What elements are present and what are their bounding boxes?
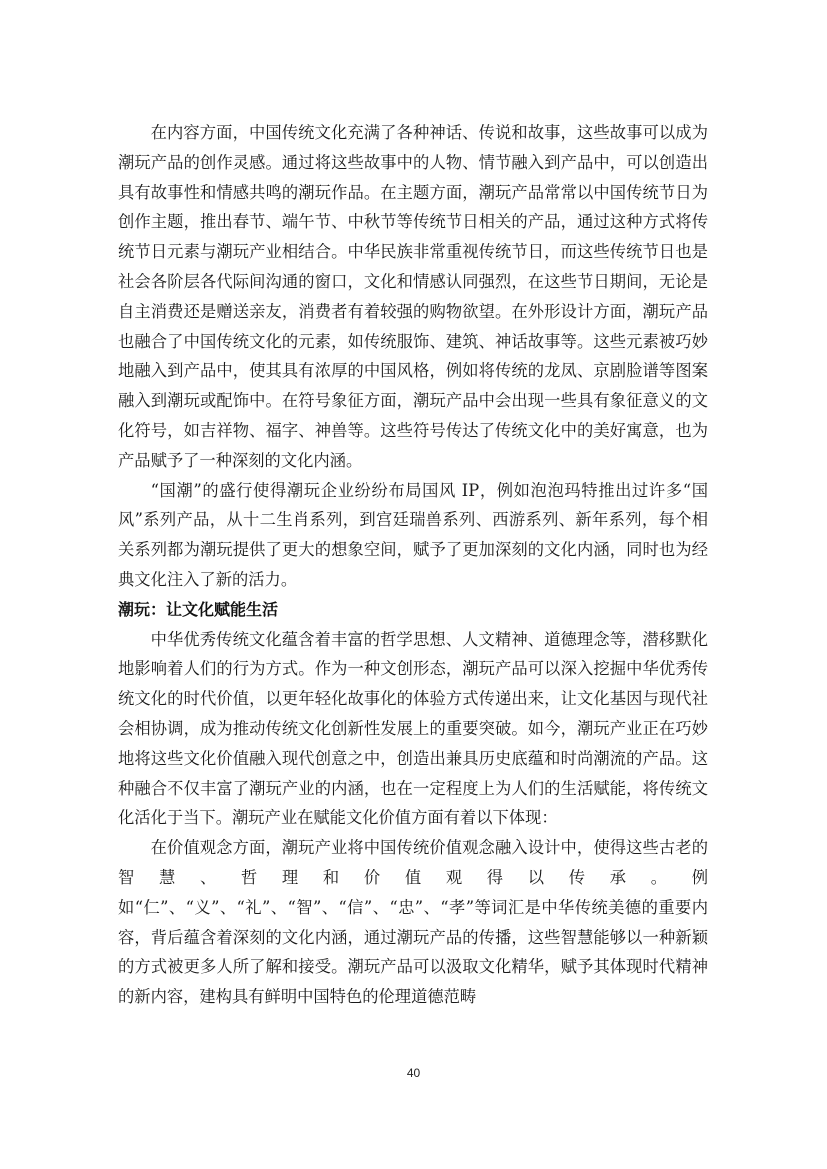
paragraph-values: 在价值观念方面，潮玩产业将中国传统价值观念融入设计中，使得这些古老的智慧、哲理和价值观得以传承。例如“仁”、“义”、“礼”、“智”、“信”、“忠”、“孝”等词汇是中华传统美德的重要内容，背后蕴含着深刻的文化内涵，通过潮玩产品的传播，这些智慧能够以一种新颖的方式被更多人所了解和接受。潮玩产品可以汲取文化精华，赋予其体现时代精神的新内容，建构具有鲜明中国特色的伦理道德范畴 [118, 838, 708, 1007]
paragraph-content-theme: 在内容方面，中国传统文化充满了各种神话、传说和故事，这些故事可以成为潮玩产品的创作灵感。通过将这些故事中的人物、情节融入到产品中，可以创造出具有故事性和情感共鸣的潮玩作品。在主题方面，潮玩产品常常以中国传统节日为创作主题，推出春节、端午节、中秋节等传统节日相关的产品，通过这种方式将传统节日元素与潮玩产业相结合。中华民族非常重视传统节日，而这些传统节日也是社会各阶层各代际间沟通的窗口，文化和情感认同强烈，在这些节日期间，无论是自主消费还是赠送亲友，消费者有着较强的购物欲望。在外形设计方面，潮玩产品也融合了中国传统文化的元素，如传统服饰、建筑、神话故事等。这些元素被巧妙地融入到产品中，使其具有浓厚的中国风格，例如将传统的龙凤、京剧脸谱等图案融入到潮玩或配饰中。在符号象征方面，潮玩产品中会出现一些具有象征意义的文化符号，如吉祥物、福字、神兽等。这些符号传达了传统文化中的美好寓意，也为产品赋予了一种深刻的文化内涵。 [118, 123, 708, 470]
paragraph-guochao: “国潮”的盛行使得潮玩企业纷纷布局国风 IP，例如泡泡玛特推出过许多“国风”系列产品，从十二生肖系列，到宫廷瑞兽系列、西游系列、新年系列，每个相关系列都为潮玩提供了更大的想象空间，赋予了更加深刻的文化内涵，同时也为经典文化注入了新的活力。 [118, 480, 708, 589]
page-number: 40 [406, 1066, 421, 1080]
paragraph-empowerment: 中华优秀传统文化蕴含着丰富的哲学思想、人文精神、道德理念等，潜移默化地影响着人们的行为方式。作为一种文创形态，潮玩产品可以深入挖掘中华优秀传统文化的时代价值，以更年轻化故事化的体验方式传递出来，让文化基因与现代社会相协调，成为推动传统文化创新性发展上的重要突破。如今，潮玩产业正在巧妙地将这些文化价值融入现代创意之中，创造出兼具历史底蕴和时尚潮流的产品。这种融合不仅丰富了潮玩产业的内涵，也在一定程度上为人们的生活赋能，将传统文化活化于当下。潮玩产业在赋能文化价值方面有着以下体现： [118, 629, 708, 828]
section-heading: 潮玩：让文化赋能生活 [118, 599, 279, 619]
page-body [118, 118, 708, 1012]
